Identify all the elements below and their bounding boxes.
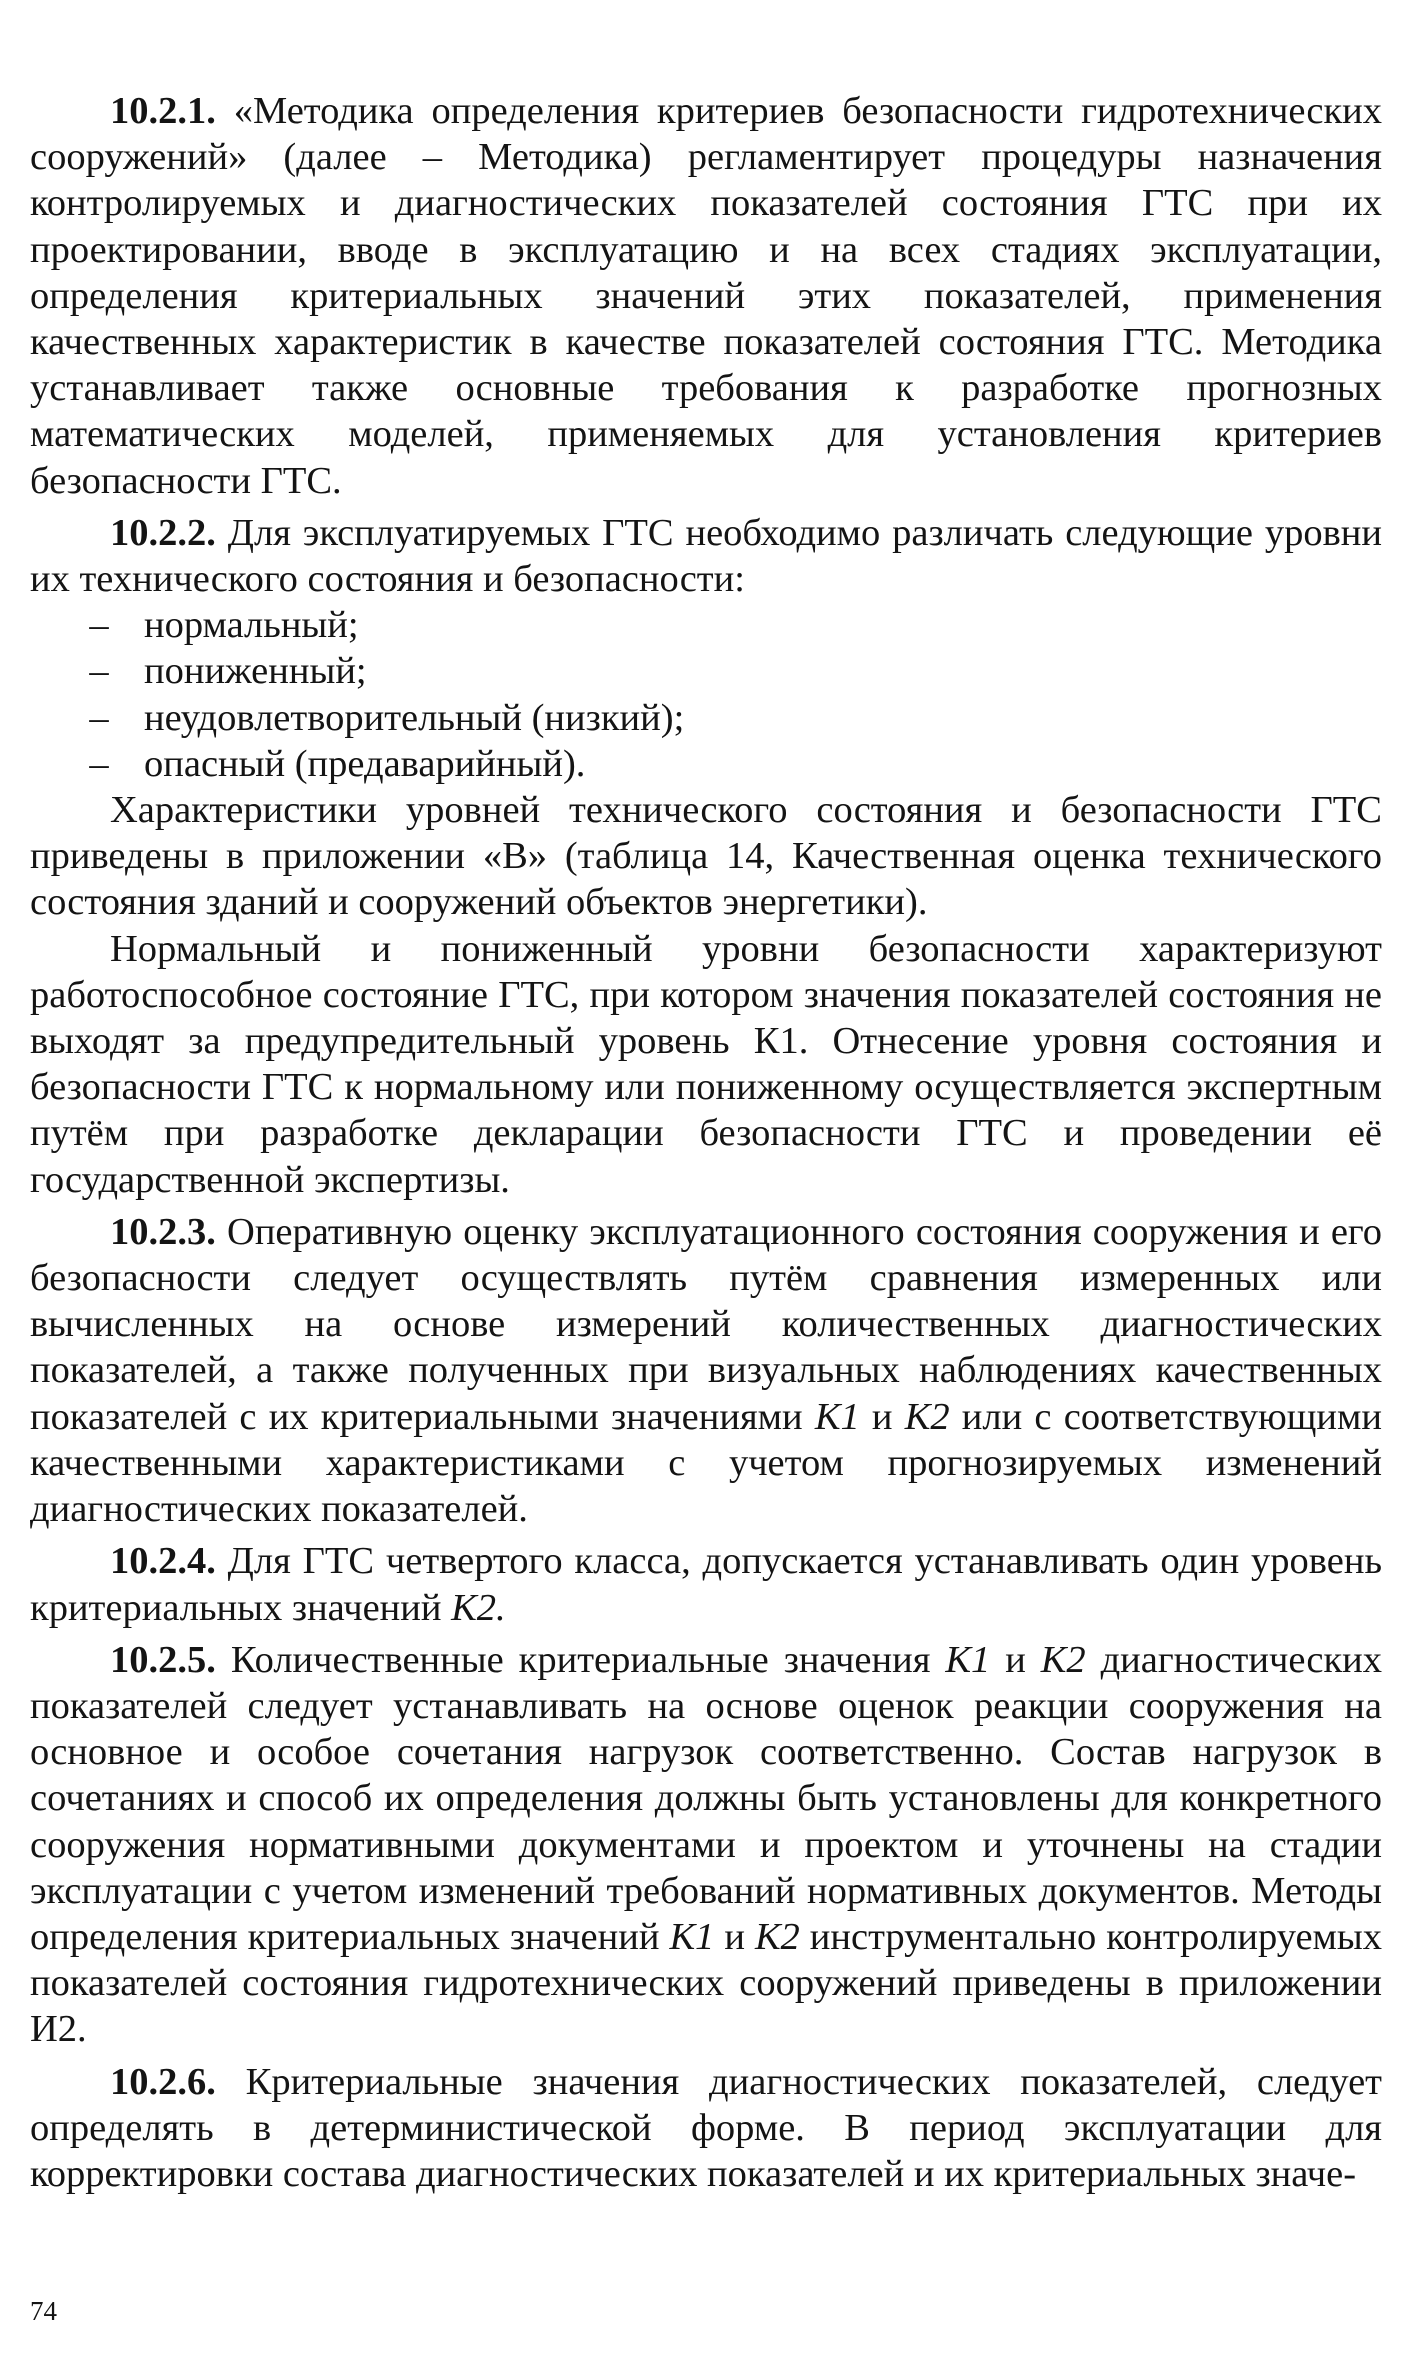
paragraph-10-2-5: 10.2.5. Количественные критериальные значения К1 и К2 диагностических показателей следует устанавливать на основе оценок реакции сооружения на основное и особое сочетания нагрузок соответственно. Состав нагрузок в сочетаниях и способ их определения должны быть установлены для конкретного сооружения нормативными документами и проектом и уточнены на стадии эксплуатации с учетом изменений требований нормативных документов. Методы определения критериальных значений К1 и К2 инструментально контролируемых показателей состояния гидротехнических сооружений приведены в приложении И2.: [30, 1638, 1383, 2051]
document-page: [30, 88, 1382, 2197]
k2-symbol: К2: [1040, 1638, 1086, 1681]
clause-text: Для эксплуатируемых ГТС необходимо различать следующие уровни их технического состояния и безопасности:: [30, 511, 1383, 601]
paragraph-characteristics: Характеристики уровней технического состояния и безопасности ГТС приведены в приложении «В» (таблица 14, Качественная оценка технического состояния зданий и сооружений объектов энергетики).: [30, 789, 1382, 924]
paragraph-10-2-2: [30, 510, 1382, 602]
paragraph-10-2-1: [30, 88, 1382, 504]
list-item: – пониженный;: [30, 648, 1382, 694]
list-item: – нормальный;: [30, 602, 1382, 648]
k2-symbol: К2: [754, 1915, 800, 1958]
clause-number: 10.2.1.: [110, 90, 216, 132]
paragraph-10-2-3: 10.2.3. Оперативную оценку эксплуатационного состояния сооружения и его безопасности следует осуществлять путём сравнения измеренных или вычисленных на основе измерений количественных диагностических показателей, а также полученных при визуальных наблюдениях качественных показателей с их критериальными значениями К1 и К2 или с соответствующими качественными характеристиками с учетом прогнозируемых изменений диагностических показателей.: [30, 1210, 1382, 1531]
k2-symbol: К2: [904, 1395, 950, 1438]
clause-number: 10.2.2.: [110, 511, 216, 554]
k1-symbol: К1: [945, 1638, 991, 1681]
paragraph-10-2-4: 10.2.4. Для ГТС четвертого класса, допускается устанавливать один уровень критериальных значений К2.: [30, 1540, 1382, 1629]
paragraph-10-2-6: 10.2.6. Критериальные значения диагностических показателей, следует определять в детерминистической форме. В период эксплуатации для корректировки состава диагностических показателей и их критериальных значе-: [30, 2060, 1383, 2195]
clause-number: 10.2.4.: [110, 1540, 216, 1583]
clause-number: 10.2.6.: [110, 2060, 216, 2103]
safety-levels-list: [30, 602, 1382, 787]
page-number: 74: [30, 2296, 57, 2326]
clause-number: 10.2.5.: [110, 1638, 216, 1681]
k1-symbol: К1: [669, 1915, 715, 1958]
k1-symbol: К1: [814, 1395, 860, 1438]
k2-symbol: К2.: [451, 1586, 506, 1629]
list-item: – неудовлетворительный (низкий);: [30, 695, 1382, 741]
list-item: – опасный (предаварийный).: [30, 741, 1382, 787]
paragraph-normal-reduced: Нормальный и пониженный уровни безопасности характеризуют работоспособное состояние ГТС, при котором значения показателей состояния не выходят за предупредительный уровень К1. Отнесение уровня состояния и безопасности ГТС к нормальному или пониженному осуществляется экспертным путём при разработке декларации безопасности ГТС и проведении её государственной экспертизы.: [30, 927, 1382, 1201]
clause-number: 10.2.3.: [110, 1210, 216, 1253]
clause-text: «Методика определения критериев безопасности гидротехнических сооружений» (далее – Методика) регламентирует процедуры назначения контролируемых и диагностических показателей состояния ГТС при их проектировании, вводе в эксплуатацию и на всех стадиях эксплуатации, определения критериальных значений этих показателей, применения качественных характеристик в качестве показателей состояния ГТС. Методика устанавливает также основные требования к разработке прогнозных математических моделей, применяемых для установления критериев безопасности ГТС.: [30, 90, 1383, 502]
